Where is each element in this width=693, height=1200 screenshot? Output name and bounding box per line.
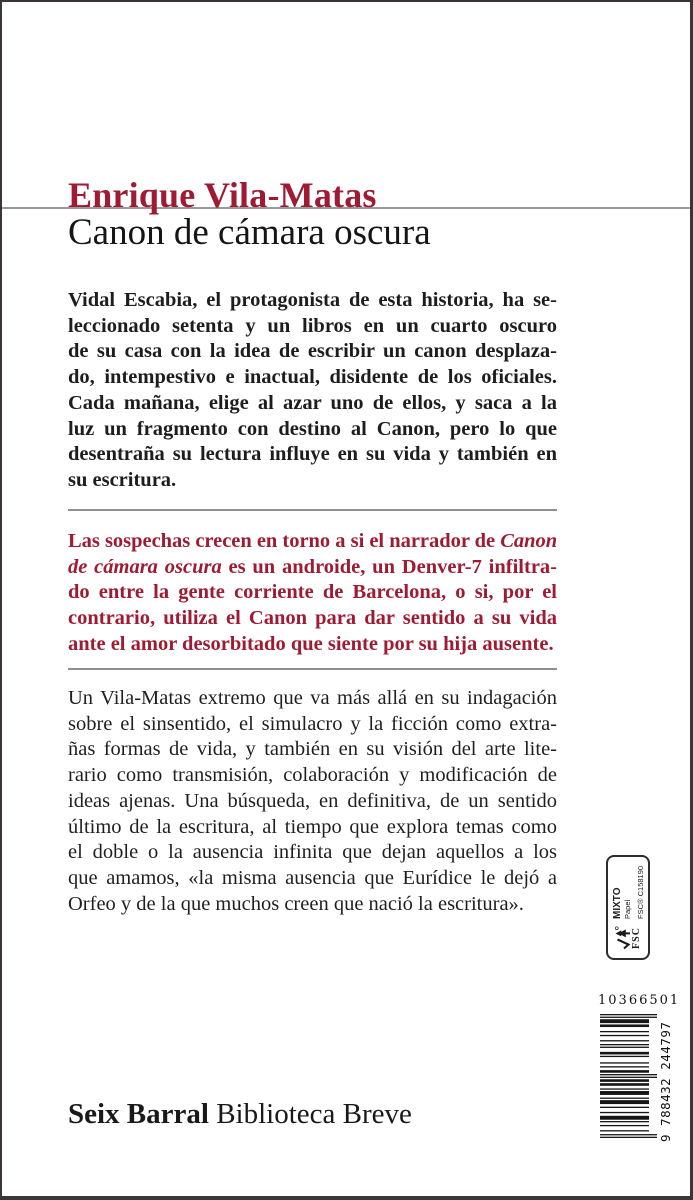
paragraph-line: Cada mañana, elige al azar uno de ellos, y saca a la: [68, 391, 557, 414]
paragraph-line: de su casa con la idea de escribir un canon desplaza-: [68, 340, 557, 363]
isbn-number-strip: [658, 1012, 674, 1142]
fsc-text-block: [611, 862, 645, 923]
paragraph-line: Vidal Escabia, el protagonista de esta historia, ha se-: [68, 289, 557, 311]
paragraph-line: ñas formas de vida, y también en su visión del arte lite-: [68, 738, 557, 761]
paragraph-line: luz un fragmento con destino al Canon, pero lo que: [68, 417, 557, 440]
highlight-paragraph: [68, 529, 557, 658]
collection-name: Biblioteca Breve: [216, 1098, 412, 1130]
product-number: 10366501: [598, 993, 681, 1008]
fsc-tree-check-icon: [614, 926, 632, 950]
author-name: Enrique Vila-Matas: [68, 175, 377, 215]
paragraph-line: ante el amor desorbitado que siente por su hija ausente.: [68, 632, 554, 655]
paragraph-line: Un Vila-Matas extremo que va más allá en su indagación: [68, 687, 557, 709]
fsc-license-code: FSC® C158190: [636, 865, 645, 919]
paragraph-line: último de la escritura, al tiempo que explora temas como: [68, 815, 557, 838]
paragraph-line: Las sospechas crecen en torno a si el narrador de Canon: [68, 530, 558, 552]
paragraph-line: Orfeo y de la que muchos creen que nació la escritura».: [68, 892, 524, 915]
paragraph-line: el doble o la ausencia infinita que dejan aquellos a los: [68, 841, 557, 864]
publisher-imprint: [68, 1098, 412, 1130]
fsc-label-inner: [606, 855, 650, 960]
paragraph-line: rario como transmisión, colaboración y modificación de: [68, 764, 557, 787]
isbn-digits: 9 788432 244797: [658, 1021, 673, 1142]
synopsis-paragraph: [68, 288, 557, 494]
review-paragraph: [68, 686, 557, 917]
paragraph-line: do, intempestivo e inactual, disidente de los oficiales.: [68, 366, 557, 389]
fsc-label-material: Papel: [623, 899, 632, 919]
divider-rule-top: [68, 509, 557, 511]
paragraph-line: leccionado setenta y un libros en un cuarto oscuro: [68, 314, 557, 337]
paragraph-line: contrario, utiliza el Canon para dar sentido a su vida: [68, 607, 557, 630]
publisher-name: Seix Barral: [68, 1098, 209, 1130]
divider-rule-bottom: [68, 668, 557, 670]
paragraph-line: do entre la gente corriente de Barcelona, o si, por el: [68, 581, 557, 604]
paragraph-line: ideas ajenas. Una búsqueda, en definitiva, de un sentido: [68, 789, 557, 812]
ean-barcode: [600, 1014, 657, 1138]
paragraph-line: de cámara oscura es un androide, un Denver-7 infiltra-: [68, 555, 557, 578]
fsc-label: [606, 855, 650, 960]
paragraph-line: desentraña su lectura influye en su vida y también en: [68, 443, 557, 466]
fsc-logo-text: FSC: [631, 927, 642, 949]
paragraph-line: que amamos, «la misma ausencia que Eurídice le dejó a: [68, 866, 557, 889]
book-title: Canon de cámara oscura: [68, 212, 431, 253]
paragraph-line: sobre el sinsentido, el simulacro y la ficción como extra-: [68, 712, 557, 735]
fsc-label-type: MIXTO: [612, 887, 623, 919]
fsc-logo: [611, 923, 645, 953]
paragraph-line: su escritura.: [68, 468, 177, 491]
